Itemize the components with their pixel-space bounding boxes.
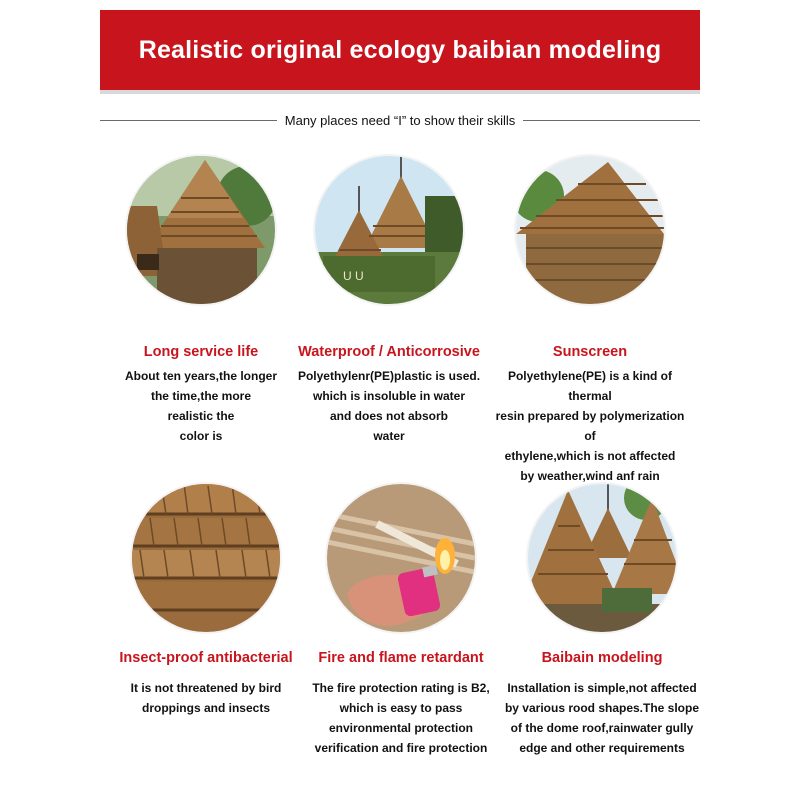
feature-insect-proof — [106, 484, 306, 718]
feature-title: Fire and flame retardant — [318, 650, 484, 666]
divider-left — [100, 120, 277, 121]
feature-title: Insect-proof antibacterial — [119, 650, 293, 666]
divider-right — [523, 120, 700, 121]
lighter-flame-icon — [327, 484, 475, 632]
feature-fire-retardant — [301, 484, 501, 758]
feature-title: Long service life — [143, 344, 259, 360]
feature-description: Polyethylenr(PE)plastic is used. which is insoluble in water and does not absorb water — [297, 369, 481, 443]
feature-description: It is not threatened by bird droppings and insects — [130, 681, 282, 715]
feature-sunscreen — [490, 156, 690, 486]
thatched-tower-icon — [315, 156, 463, 304]
svg-text:U U: U U — [343, 269, 364, 283]
feature-description: Polyethylene(PE) is a kind of thermal resin prepared by polymerization of ethylene,which is not affected by weather,wind anf rain — [495, 369, 685, 483]
page-title: Realistic original ecology baibian modeling — [138, 35, 662, 64]
subtitle: Many places need “I” to show their skills — [284, 112, 516, 128]
subtitle-row — [100, 108, 700, 132]
feature-description: The fire protection rating is B2, which is easy to pass environmental protection verification and fire protection — [312, 681, 490, 755]
feature-description: About ten years,the longer the time,the more realistic the color is — [124, 369, 278, 443]
feature-title: Baibain modeling — [541, 650, 663, 666]
thatch-closeup-icon — [132, 484, 280, 632]
thatched-domes-icon — [528, 484, 676, 632]
feature-baibian-modeling — [502, 484, 702, 758]
feature-waterproof — [289, 156, 489, 446]
feature-description: Installation is simple,not affected by various rood shapes.The slope of the dome roof,rainwater gully edge and other requirements — [504, 681, 700, 755]
thatched-pavilion-icon — [516, 156, 664, 304]
title-banner — [100, 10, 700, 94]
feature-title: Sunscreen — [552, 344, 628, 360]
feature-long-service-life — [101, 156, 301, 446]
feature-title: Waterproof / Anticorrosive — [298, 344, 480, 360]
thatched-roof-hut-icon — [127, 156, 275, 304]
